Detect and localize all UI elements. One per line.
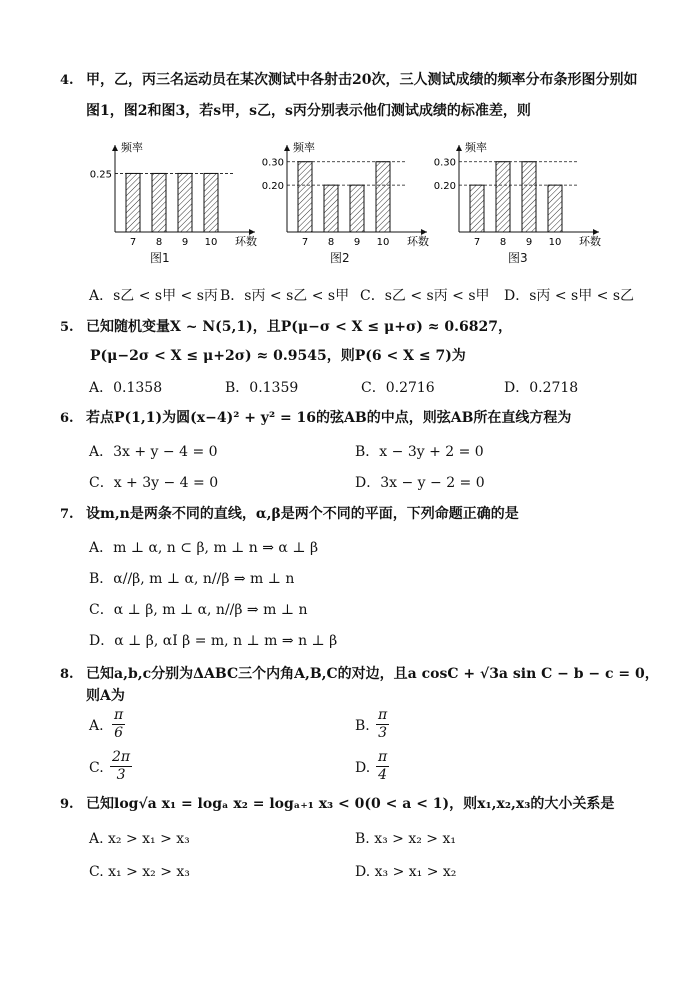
q5-option-c[interactable]: C．0.2716 <box>361 380 435 396</box>
q8-option-c-numerator: 2π <box>112 749 131 765</box>
q4-stem-line2: 图1，图2和图3，若s甲，s乙，s丙分别表示他们测试成绩的标准差，则 <box>86 103 531 119</box>
chart2-caption: 图2 <box>330 251 350 265</box>
chart1-bar-8 <box>152 173 166 232</box>
q9-stem: 已知log√a x₁ = logₐ x₂ = logₐ₊₁ x₃ < 0(0 < a < 1)，则x₁,x₂,x₃的大小关系是 <box>86 796 615 812</box>
chart2-bar-8 <box>324 185 338 232</box>
chart2-ylabel: 频率 <box>293 141 315 154</box>
q8-stem-line2: 则A为 <box>86 688 125 704</box>
q6-option-a[interactable]: A．3x + y − 4 = 0 <box>89 444 218 460</box>
chart3-bar-8 <box>496 162 510 232</box>
q5-stem-line1: 已知随机变量X ~ N(5,1)，且P(μ−σ < X ≤ μ+σ) ≈ 0.6827， <box>86 319 512 335</box>
q4-option-a[interactable]: A．s乙 < s甲 < s丙 <box>89 288 218 304</box>
chart1-xtick-10: 10 <box>204 237 218 248</box>
chart2-bar-7 <box>298 162 312 232</box>
chart3-xtick-9: 9 <box>525 237 533 248</box>
chart3-xlabel: 环数 <box>579 235 601 248</box>
q9-number: 9. <box>60 797 74 812</box>
chart2-y-arrow <box>284 145 290 151</box>
q6-stem: 若点P(1,1)为圆(x−4)² + y² = 16的弦AB的中点，则弦AB所在直线方程为 <box>86 410 572 426</box>
q7-option-c[interactable]: C．α ⊥ β, m ⊥ α, n//β ⇒ m ⊥ n <box>89 602 308 618</box>
chart2-ytick-0: 0.30 <box>261 157 284 169</box>
q7-option-d[interactable]: D．α ⊥ β, αI β = m, n ⊥ m ⇒ n ⊥ β <box>89 633 338 649</box>
q7-number: 7. <box>60 507 74 522</box>
q8-option-c-label[interactable]: C. <box>89 760 104 776</box>
q8-option-a-numerator: π <box>114 707 124 723</box>
chart2-xlabel: 环数 <box>407 235 429 248</box>
chart1-bar-10 <box>204 173 218 232</box>
q4-number: 4. <box>60 73 74 88</box>
q5-stem-line2: P(μ−2σ < X ≤ μ+2σ) ≈ 0.9545，则P(6 < X ≤ 7)为 <box>90 348 466 364</box>
chart3-y-arrow <box>456 145 462 151</box>
q5-option-a[interactable]: A．0.1358 <box>89 380 163 396</box>
q4-option-c[interactable]: C．s乙 < s丙 < s甲 <box>360 288 490 304</box>
chart1-y-arrow <box>112 145 118 151</box>
chart1-ylabel: 频率 <box>121 141 143 154</box>
q9-option-c[interactable]: C. x₁ > x₂ > x₃ <box>89 864 190 880</box>
q5-option-d[interactable]: D．0.2718 <box>504 380 579 396</box>
q8-stem-line1: 已知a,b,c分别为ΔABC三个内角A,B,C的对边，且a cosC + √3a sin C − b − c = 0， <box>86 666 659 682</box>
chart2-xtick-7: 7 <box>301 237 309 248</box>
q8-option-d-fraction <box>376 749 389 784</box>
chart3-ytick-1: 0.20 <box>433 181 456 193</box>
q8-option-a-denominator: 6 <box>114 725 124 741</box>
chart1-xlabel: 环数 <box>235 235 257 248</box>
chart2-bar-10 <box>376 162 390 232</box>
q8-number: 8. <box>60 667 74 682</box>
chart3-bar-10 <box>548 185 562 232</box>
q7-option-b[interactable]: B．α//β, m ⊥ α, n//β ⇒ m ⊥ n <box>89 571 295 587</box>
chart3-ylabel: 频率 <box>465 141 487 154</box>
chart1-bar-9 <box>178 173 192 232</box>
chart2-ytick-1: 0.20 <box>261 181 284 193</box>
q8-option-d-label[interactable]: D. <box>355 760 371 776</box>
q4-option-b[interactable]: B．s丙 < s乙 < s甲 <box>220 288 350 304</box>
chart1-xtick-8: 8 <box>155 237 163 248</box>
q7-option-a[interactable]: A．m ⊥ α, n ⊂ β, m ⊥ n ⇒ α ⊥ β <box>89 540 319 556</box>
chart3-ytick-0: 0.30 <box>433 157 456 169</box>
q8-option-d-numerator: π <box>378 749 388 765</box>
chart2-xtick-8: 8 <box>327 237 335 248</box>
chart3-caption: 图3 <box>508 251 528 265</box>
q9-option-a[interactable]: A. x₂ > x₁ > x₃ <box>89 831 190 847</box>
q6-option-b[interactable]: B．x − 3y + 2 = 0 <box>355 444 484 460</box>
q8-option-c-denominator: 3 <box>116 767 126 783</box>
q6-number: 6. <box>60 411 74 426</box>
chart2-xtick-9: 9 <box>353 237 361 248</box>
q8-option-b-fraction <box>376 707 389 742</box>
chart3-bar-7 <box>470 185 484 232</box>
q8-option-c-fraction <box>110 749 132 784</box>
chart1-caption: 图1 <box>150 251 170 265</box>
q5-number: 5. <box>60 320 74 335</box>
q9-option-d[interactable]: D. x₃ > x₁ > x₂ <box>355 864 457 880</box>
chart1-xtick-9: 9 <box>181 237 189 248</box>
chart3-xtick-7: 7 <box>473 237 481 248</box>
chart2-xtick-10: 10 <box>376 237 390 248</box>
q4-stem-line1: 甲，乙，丙三名运动员在某次测试中各射击20次，三人测试成绩的频率分布条形图分别如 <box>86 72 638 88</box>
q8-option-b-label[interactable]: B. <box>355 718 370 734</box>
q6-option-c[interactable]: C．x + 3y − 4 = 0 <box>89 475 219 491</box>
q5-option-b[interactable]: B．0.1359 <box>225 380 299 396</box>
q8-option-b-numerator: π <box>378 707 388 723</box>
q4-option-d[interactable]: D．s丙 < s甲 < s乙 <box>504 288 635 304</box>
q7-stem: 设m,n是两条不同的直线，α,β是两个不同的平面，下列命题正确的是 <box>86 506 519 522</box>
q8-option-a-fraction <box>112 707 125 742</box>
q8-option-b-denominator: 3 <box>378 725 388 741</box>
q9-option-b[interactable]: B. x₃ > x₂ > x₁ <box>355 831 456 847</box>
chart3-xtick-8: 8 <box>499 237 507 248</box>
chart1-xtick-7: 7 <box>129 237 137 248</box>
chart1-bar-7 <box>126 173 140 232</box>
chart3-bar-9 <box>522 162 536 232</box>
chart3-xtick-10: 10 <box>548 237 562 248</box>
q8-option-d-denominator: 4 <box>378 767 388 783</box>
q8-option-a-label[interactable]: A. <box>89 718 104 734</box>
q6-option-d[interactable]: D．3x − y − 2 = 0 <box>355 475 485 491</box>
chart2-bar-9 <box>350 185 364 232</box>
chart1-ytick-0: 0.25 <box>89 169 112 181</box>
